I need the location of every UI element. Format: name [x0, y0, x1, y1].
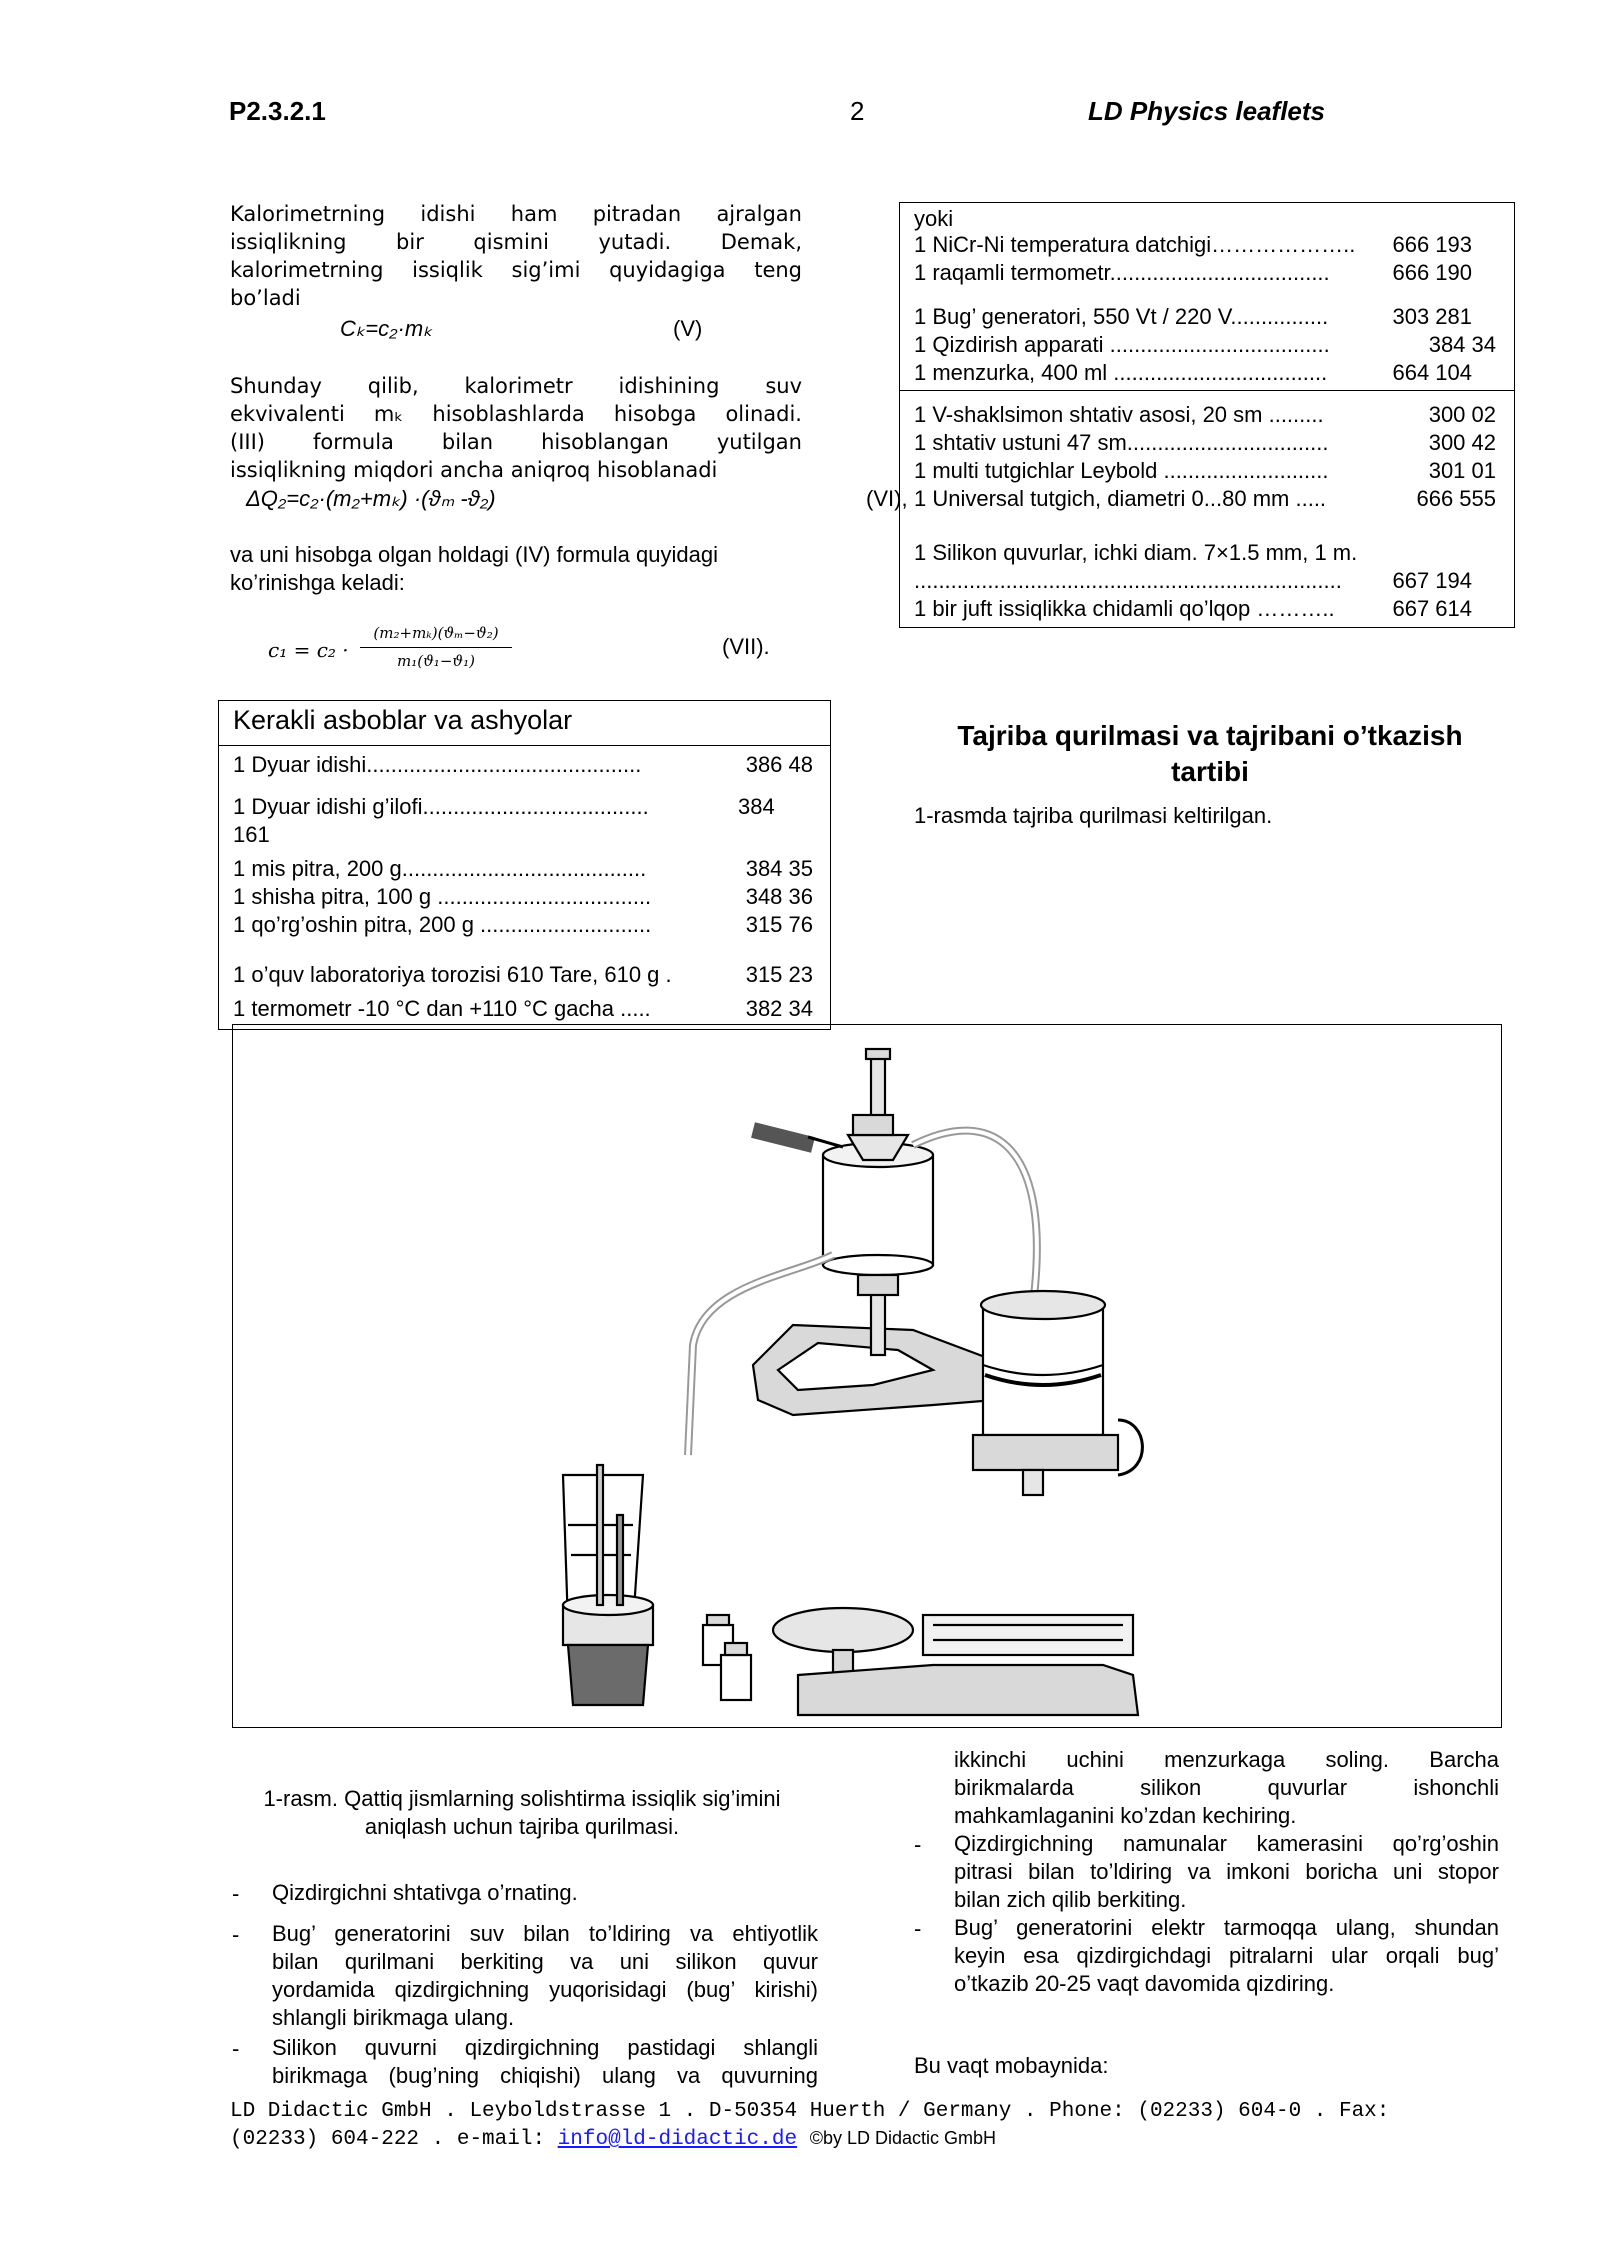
- formula-vi: ΔQ₂=c₂·(m₂+mₖ) ·(ϑₘ -ϑ₂): [246, 486, 496, 511]
- section-heading: [905, 718, 1515, 790]
- text-line: Qizdirgichni shtativga o’rnating.: [272, 1880, 578, 1905]
- formula-vi-number: (VI),: [866, 486, 908, 511]
- text-line: o’tkazib 20-25 vaqt davomida qizdiring.: [954, 1971, 1335, 1996]
- equipment-item-label: 1 shtativ ustuni 47 sm.................................: [914, 430, 1329, 455]
- equipment-item-label: ......................................................................: [914, 568, 1342, 593]
- text-line: ekvivalenti mₖ hisoblashlarda hisobga olinadi.: [230, 402, 802, 426]
- equipment-item-code: 315 23: [745, 962, 813, 987]
- footer-fax: (02233) 604-222 . e-mail:: [230, 2128, 558, 2151]
- text-line: shlangli birikmaga ulang.: [272, 2005, 515, 2030]
- equipment-item-label: 1 menzurka, 400 ml ...................................: [914, 360, 1328, 385]
- equipment-item-label: 1 V-shaklsimon shtativ asosi, 20 sm .........: [914, 402, 1324, 427]
- text-line: va uni hisobga olgan holdagi (IV) formula quyidagi: [230, 542, 718, 567]
- equipment-item-code: 666 555: [1416, 486, 1496, 511]
- caption-line: 1-rasm. Qattiq jismlarning solishtirma issiqlik sig’imini: [263, 1786, 781, 1811]
- formula-vii-numerator: (m₂+mₖ)(ϑₘ−ϑ₂): [373, 624, 499, 642]
- bullet-dash: -: [232, 1881, 240, 1906]
- heater-apparatus: [823, 1155, 933, 1265]
- figure-frame: [232, 1024, 1502, 1728]
- text-line: issiqlikning bir qismini yutadi. Demak,: [230, 230, 802, 254]
- footer-copyright: ©by LD Didactic GmbH: [809, 2128, 997, 2148]
- text-line: bo’ladi: [230, 286, 301, 310]
- figure-caption: [232, 1785, 812, 1841]
- equipment-item-code: 664 104: [1392, 360, 1472, 385]
- equipment-item-label: yoki: [914, 206, 954, 231]
- text-line: bilan qurilmani berkiting va uni silikon quvur: [272, 1949, 818, 1974]
- heading-line: tartibi: [1171, 756, 1249, 787]
- equipment-item-label: 1 o’quv laboratoriya torozisi 610 Tare, 610 g .: [233, 962, 672, 987]
- formula-v-number: (V): [673, 316, 703, 341]
- equipment-item-label: 1 shisha pitra, 100 g ...................................: [233, 884, 652, 909]
- text-line: yordamida qizdirgichning yuqorisidagi (bug’ kirishi): [272, 1977, 818, 2002]
- equipment-item-code: 300 02: [1428, 402, 1496, 427]
- equipment-item-label: 1 Dyuar idishi.............................................: [233, 752, 642, 777]
- text-line: mahkamlaganini ko’zdan kechiring.: [954, 1803, 1297, 1828]
- equipment-item-code: 667 614: [1392, 596, 1472, 621]
- step-item: [272, 1879, 818, 1907]
- text-line: birikmaga (bug’ning chiqishi) ulang va quvurning: [272, 2063, 818, 2088]
- thermometer: [597, 1465, 603, 1605]
- formula-vii-number: (VII).: [722, 634, 770, 659]
- text-line: Silikon quvurni qizdirgichning pastidagi shlangli: [272, 2035, 818, 2060]
- equipment-item-label: 1 raqamli termometr....................................: [914, 260, 1330, 285]
- step-item: [272, 1920, 818, 2032]
- footer-contact: [230, 2125, 1389, 2153]
- email-link[interactable]: info@ld-didactic.de: [557, 2128, 798, 2151]
- formula-vii-denominator: m₁(ϑ₁−ϑ₁): [397, 652, 475, 670]
- bullet-dash: -: [914, 1916, 922, 1941]
- equipment-item-code: 666 190: [1392, 260, 1472, 285]
- equipment-item-code: 386 48: [745, 752, 813, 777]
- formula-v: Cₖ=c₂·mₖ: [340, 316, 433, 341]
- equipment-item-code: 384: [738, 794, 775, 819]
- equipment-item-label: 1 NiCr-Ni temperatura datchigi………………..: [914, 232, 1356, 257]
- page-number: 2: [850, 96, 865, 126]
- closing-text: Bu vaqt mobaynida:: [914, 2053, 1109, 2078]
- bullet-dash: -: [232, 1922, 240, 1947]
- experiment-setup-illustration: [233, 1025, 1499, 1725]
- equipment-item-code: 667 194: [1392, 568, 1472, 593]
- divider: [219, 745, 830, 746]
- section-intro: 1-rasmda tajriba qurilmasi keltirilgan.: [914, 803, 1273, 828]
- footer-address: LD Didactic GmbH . Leyboldstrasse 1 . D-50354 Huerth / Germany . Phone: (02233) 604-0 . Fax:: [230, 2100, 1390, 2123]
- step-item: [272, 2034, 818, 2090]
- text-line: kalorimetrning issiqlik sig’imi quyidagiga teng: [230, 258, 802, 282]
- equipment-item-code: 384 35: [745, 856, 813, 881]
- equipment-item-label: 1 Dyuar idishi g’ilofi.....................................: [233, 794, 649, 819]
- caption-line: aniqlash uchun tajriba qurilmasi.: [364, 1814, 680, 1839]
- text-line: birikmalarda silikon quvurlar ishonchli: [954, 1775, 1499, 1800]
- laboratory-balance: [798, 1665, 1138, 1715]
- equipment-item-label: 1 qo’rg’oshin pitra, 200 g ............................: [233, 912, 652, 937]
- equipment-item-code: 348 36: [745, 884, 813, 909]
- equipment-item-code: 315 76: [745, 912, 813, 937]
- balance-pan: [773, 1608, 913, 1652]
- bullet-dash: -: [914, 1832, 922, 1857]
- equipment-item-code: 300 42: [1428, 430, 1496, 455]
- text-line: ikkinchi uchini menzurkaga soling. Barcha: [954, 1747, 1499, 1772]
- text-line: Bug’ generatorini suv bilan to’ldiring va ehtiyotlik: [272, 1921, 818, 1946]
- formula-vii-lhs: c₁ = c₂ ·: [268, 638, 349, 662]
- equipment-item-label: 1 Bug’ generatori, 550 Vt / 220 V................: [914, 304, 1329, 329]
- document-code: P2.3.2.1: [229, 96, 326, 126]
- equipment-item-label: 1 termometr -10 °C dan +110 °C gacha .....: [233, 996, 651, 1021]
- equipment-item-label: 1 Qizdirish apparati ....................................: [914, 332, 1330, 357]
- step-item: [954, 1914, 1499, 1998]
- equipment-item-code: 382 34: [745, 996, 813, 1021]
- equipment-item-code: 301 01: [1428, 458, 1496, 483]
- text-line: Shunday qilib, kalorimetr idishining suv: [230, 374, 802, 398]
- paragraph-formula-iv: [230, 541, 810, 597]
- equipment-item-label: 1 bir juft issiqlikka chidamli qo’lqop ………..: [914, 596, 1335, 621]
- text-line: Kalorimetrning idishi ham pitradan ajralgan: [230, 202, 802, 226]
- leaflet-title: LD Physics leaflets: [1088, 96, 1325, 126]
- equipment-item-label: 1 multi tutgichlar Leybold ...........................: [914, 458, 1329, 483]
- paragraph-calorimeter: [230, 200, 802, 312]
- heading-line: Tajriba qurilmasi va tajribani o’tkazish: [957, 720, 1463, 751]
- fraction-bar: [360, 647, 512, 648]
- equipment-item-label: 161: [233, 822, 270, 847]
- equipment-item-code: 303 281: [1392, 304, 1472, 329]
- step-item: [954, 1830, 1499, 1914]
- text-line: ko’rinishga keladi:: [230, 570, 405, 595]
- sample-jar: [721, 1655, 751, 1700]
- text-line: (III) formula bilan hisoblangan yutilgan: [230, 430, 802, 454]
- equipment-item-label: 1 Universal tutgich, diametri 0...80 mm .....: [914, 486, 1327, 511]
- bullet-dash: -: [232, 2036, 240, 2061]
- text-line: keyin esa qizdirgichdagi pitralarni ular orqali bug’: [954, 1943, 1499, 1968]
- equipment-item-code: 666 193: [1392, 232, 1472, 257]
- equipment-item-code: 384 34: [1428, 332, 1496, 357]
- text-line: Bug’ generatorini elektr tarmoqqa ulang, shundan: [954, 1915, 1499, 1940]
- equipment-box-title: Kerakli asboblar va ashyolar: [233, 705, 573, 735]
- text-line: pitrasi bilan to’ldiring va imkoni boricha uni stopor: [954, 1859, 1499, 1884]
- equipment-item-label: 1 mis pitra, 200 g........................................: [233, 856, 647, 881]
- paragraph-water-equivalent: [230, 372, 802, 484]
- equipment-item-label: 1 Silikon quvurlar, ichki diam. 7×1.5 mm, 1 m.: [914, 540, 1358, 565]
- footer: [230, 2098, 1389, 2153]
- text-line: Qizdirgichning namunalar kamerasini qo’rg’oshin: [954, 1831, 1499, 1856]
- step-continuation: [954, 1746, 1499, 1830]
- text-line: bilan zich qilib berkiting.: [954, 1887, 1187, 1912]
- text-line: issiqlikning miqdori ancha aniqroq hisoblanadi: [230, 458, 718, 482]
- divider: [899, 390, 1515, 391]
